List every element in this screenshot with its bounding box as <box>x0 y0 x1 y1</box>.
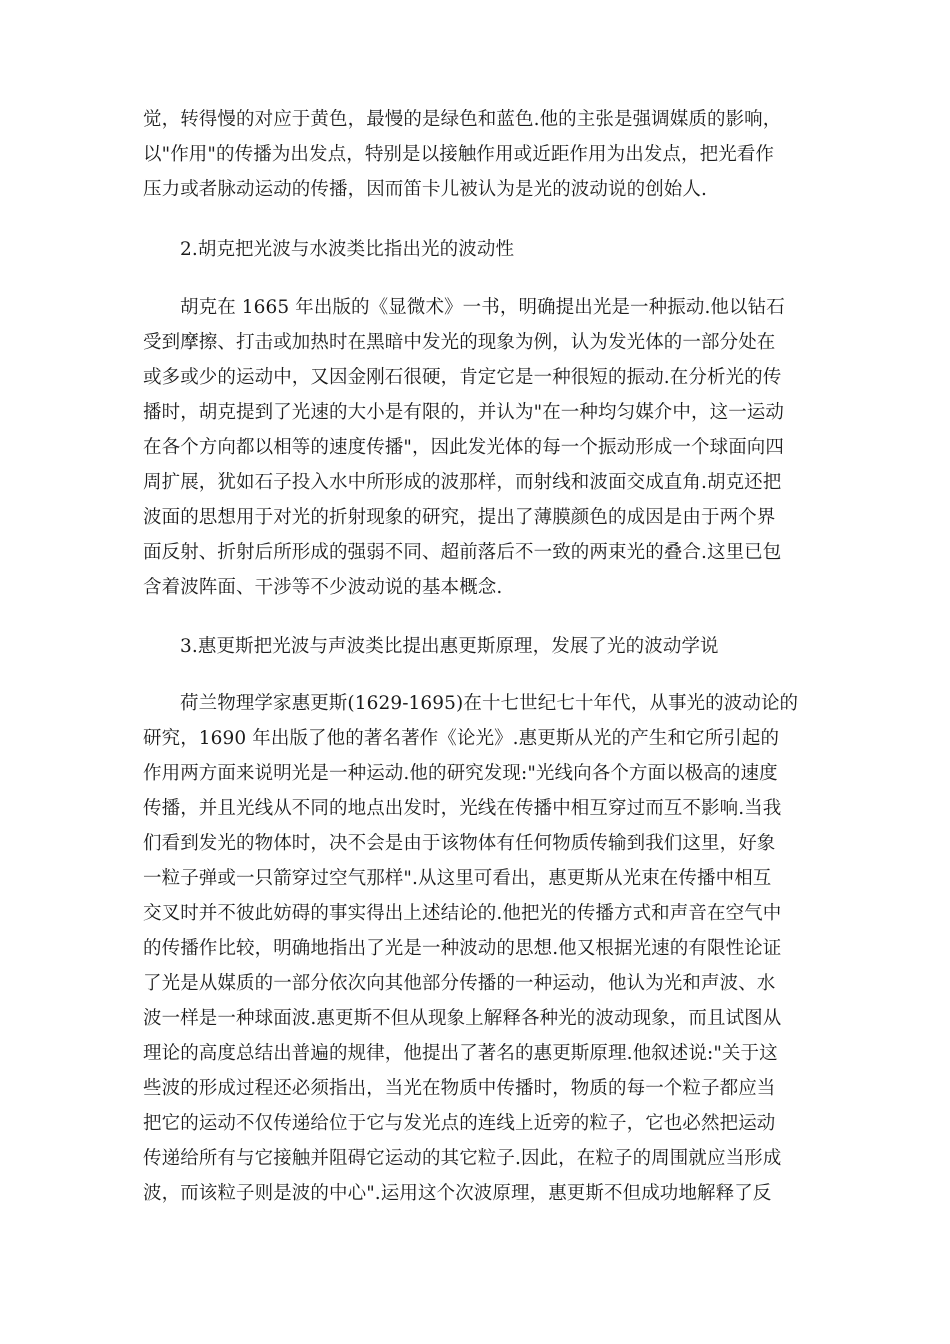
paragraph-2-line: 胡克在 1665 年出版的《显微术》一书，明确提出光是一种振动.他以钻石 <box>180 297 785 318</box>
paragraph-3-line: 荷兰物理学家惠更斯(1629-1695)在十七世纪七十年代，从事光的波动论的 <box>180 693 799 714</box>
paragraph-3-line: 把它的运动不仅传递给位于它与发光点的连线上近旁的粒子，它也必然把运动 <box>143 1113 776 1134</box>
paragraph-3-line: 一粒子弹或一只箭穿过空气那样".从这里可看出，惠更斯从光束在传播中相互 <box>143 868 772 889</box>
paragraph-2-line: 波面的思想用于对光的折射现象的研究，提出了薄膜颜色的成因是由于两个界 <box>143 507 776 528</box>
section-heading-3: 3.惠更斯把光波与声波类比提出惠更斯原理，发展了光的波动学说 <box>180 636 719 657</box>
paragraph-2-line: 含着波阵面、干涉等不少波动说的基本概念. <box>143 577 503 598</box>
paragraph-3-line: 作用两方面来说明光是一种运动.他的研究发现:"光线向各个方面以极高的速度 <box>143 763 778 784</box>
paragraph-1-line: 压力或者脉动运动的传播，因而笛卡儿被认为是光的波动说的创始人. <box>143 179 707 200</box>
paragraph-3-line: 理论的高度总结出普遍的规律，他提出了著名的惠更斯原理.他叙述说:"关于这 <box>143 1043 778 1064</box>
paragraph-3-line: 的传播作比较，明确地指出了光是一种波动的思想.他又根据光速的有限性论证 <box>143 938 782 959</box>
paragraph-3-line: 交叉时并不彼此妨碍的事实得出上述结论的.他把光的传播方式和声音在空气中 <box>143 903 782 924</box>
paragraph-3-line: 波，而该粒子则是波的中心".运用这个次波原理，惠更斯不但成功地解释了反 <box>143 1183 772 1204</box>
paragraph-2-line: 播时，胡克提到了光速的大小是有限的，并认为"在一种均匀媒介中，这一运动 <box>143 402 785 423</box>
paragraph-3-line: 们看到发光的物体时，决不会是由于该物体有任何物质传输到我们这里，好象 <box>143 833 776 854</box>
paragraph-3-line: 了光是从媒质的一部分依次向其他部分传播的一种运动，他认为光和声波、水 <box>143 973 776 994</box>
paragraph-3-line: 研究，1690 年出版了他的著名著作《论光》.惠更斯从光的产生和它所引起的 <box>143 728 780 749</box>
paragraph-2-line: 受到摩擦、打击或加热时在黑暗中发光的现象为例，认为发光体的一部分处在 <box>143 332 776 353</box>
paragraph-1-line: 觉，转得慢的对应于黄色，最慢的是绿色和蓝色.他的主张是强调媒质的影响， <box>143 109 782 130</box>
paragraph-3-line: 传递给所有与它接触并阻碍它运动的其它粒子.因此，在粒子的周围就应当形成 <box>143 1148 782 1169</box>
paragraph-2-line: 或多或少的运动中，又因金刚石很硬，肯定它是一种很短的振动.在分析光的传 <box>143 367 782 388</box>
paragraph-1-line: 以"作用"的传播为出发点，特别是以接触作用或近距作用为出发点，把光看作 <box>143 144 775 165</box>
paragraph-3-line: 些波的形成过程还必须指出，当光在物质中传播时，物质的每一个粒子都应当 <box>143 1078 776 1099</box>
paragraph-2-line: 面反射、折射后所形成的强弱不同、超前落后不一致的两束光的叠合.这里已包 <box>143 542 782 563</box>
paragraph-3-line: 传播，并且光线从不同的地点出发时，光线在传播中相互穿过而互不影响.当我 <box>143 798 782 819</box>
paragraph-2-line: 周扩展，犹如石子投入水中所形成的波那样，而射线和波面交成直角.胡克还把 <box>143 472 782 493</box>
section-heading-2: 2.胡克把光波与水波类比指出光的波动性 <box>180 239 515 260</box>
paragraph-2-line: 在各个方向都以相等的速度传播"，因此发光体的每一个振动形成一个球面向四 <box>143 437 785 458</box>
paragraph-3-line: 波一样是一种球面波.惠更斯不但从现象上解释各种光的波动现象，而且试图从 <box>143 1008 782 1029</box>
